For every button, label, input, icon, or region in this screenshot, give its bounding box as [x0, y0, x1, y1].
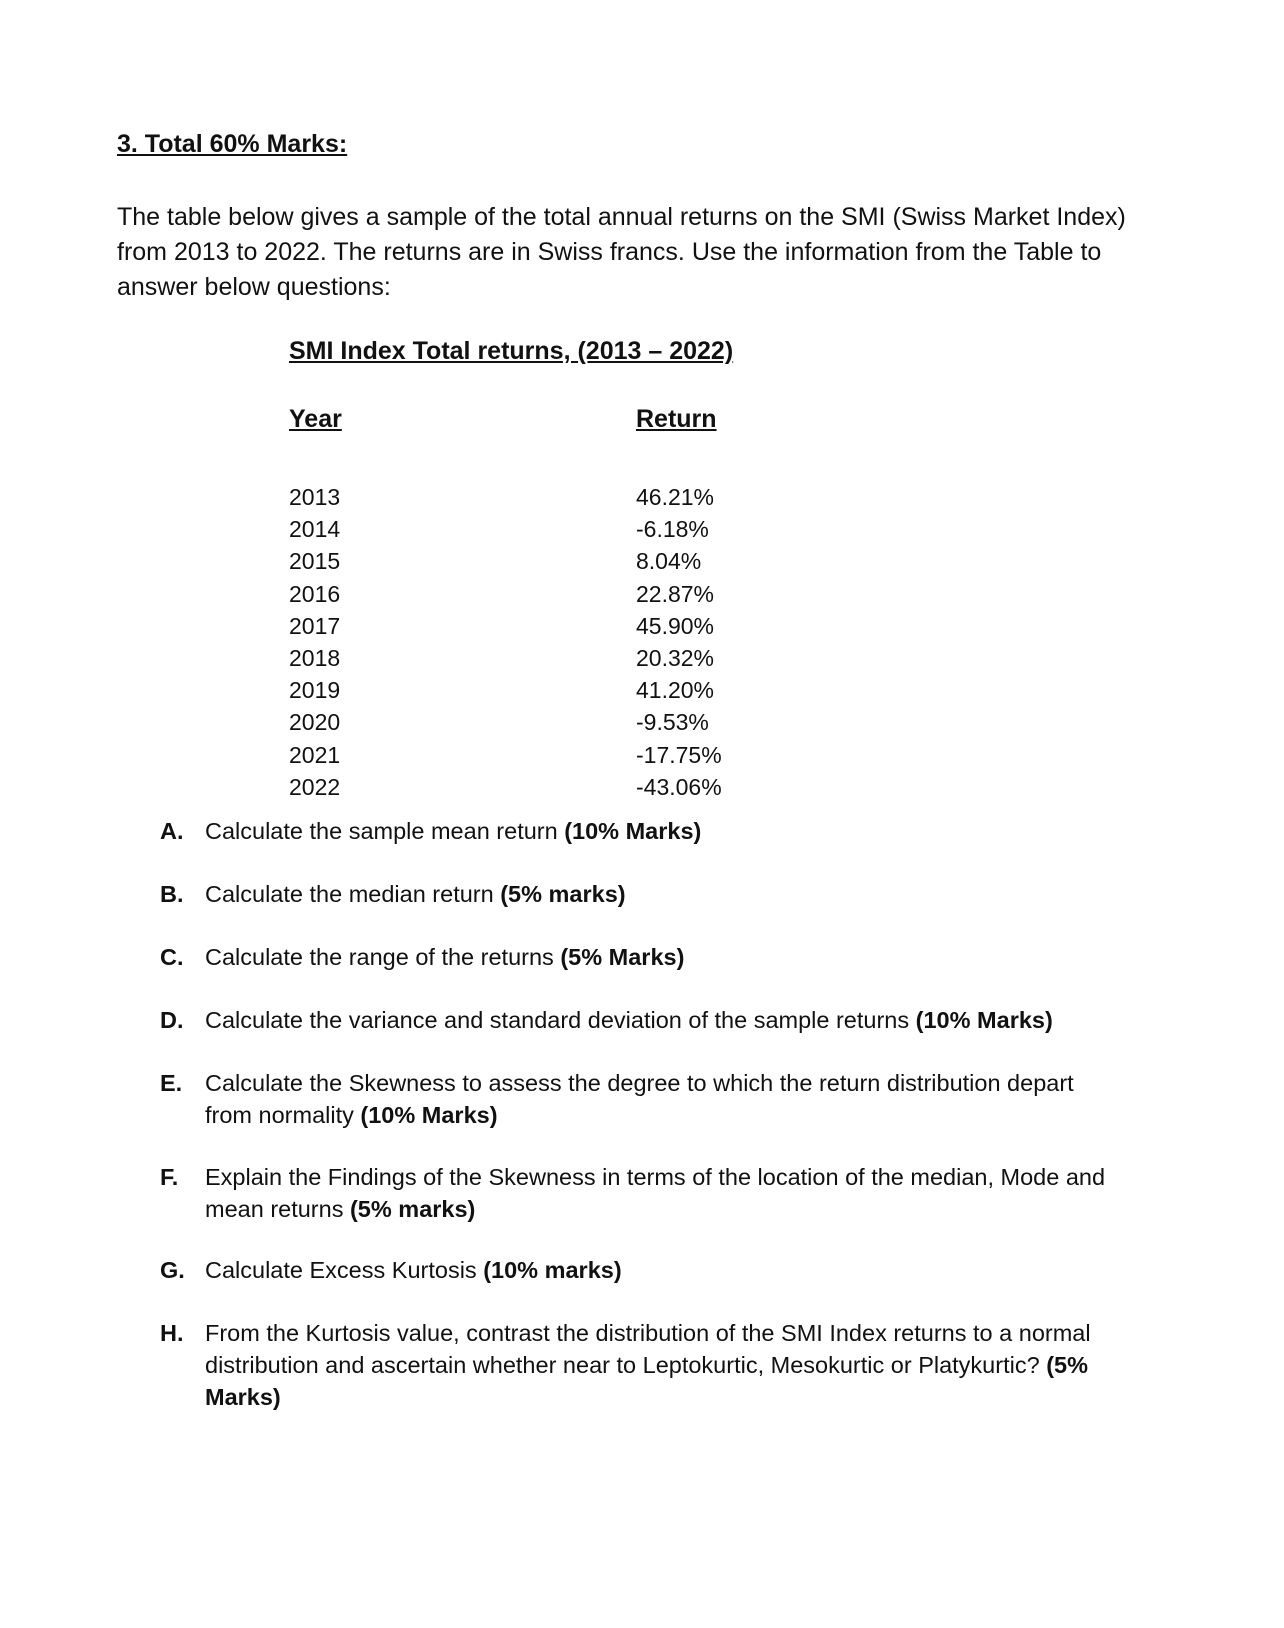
column-header-return: Return [636, 405, 717, 433]
question-item-d [160, 1004, 1120, 1036]
year-cell: 2019 [289, 677, 341, 704]
question-item-b [160, 878, 1120, 910]
table-row [289, 709, 809, 741]
question-letter: A. [160, 818, 184, 844]
question-letter: G. [160, 1257, 185, 1283]
question-item-e [160, 1067, 1120, 1131]
return-cell: 22.87% [636, 580, 715, 607]
return-cell: 8.04% [636, 548, 702, 575]
question-letter: B. [160, 881, 184, 907]
question-marks: (10% marks) [483, 1257, 622, 1283]
return-cell: 45.90% [636, 612, 715, 639]
question-letter: E. [160, 1070, 183, 1096]
return-cell: -9.53% [636, 709, 709, 736]
question-text: Calculate the sample mean return [205, 818, 565, 844]
question-marks: (10% Marks) [564, 818, 702, 844]
question-text: Explain the Findings of the Skewness in terms of the location of the median, Mode and mean returns [205, 1164, 1106, 1222]
question-text: Calculate the Skewness to assess the degree to which the return distribution depart from normality [205, 1070, 1074, 1128]
return-cell: 41.20% [636, 677, 715, 704]
question-text: From the Kurtosis value, contrast the distribution of the SMI Index returns to a normal distribution and ascertain whether near to Leptokurtic, Mesokurtic or Platykurtic? [205, 1320, 1091, 1378]
question-item-c [160, 941, 1120, 973]
question-item-f [160, 1161, 1120, 1225]
return-cell: -6.18% [636, 516, 709, 543]
question-text: Calculate the range of the returns [205, 944, 561, 970]
return-cell: -43.06% [636, 773, 722, 800]
question-letter: H. [160, 1320, 184, 1346]
table-title: SMI Index Total returns, (2013 – 2022) [289, 337, 734, 365]
question-item-a [160, 815, 1120, 847]
question-letter: D. [160, 1007, 184, 1033]
question-item-h [160, 1317, 1120, 1413]
question-letter: C. [160, 944, 184, 970]
return-cell: 20.32% [636, 644, 715, 671]
section-heading: 3. Total 60% Marks: [117, 130, 348, 158]
year-cell: 2020 [289, 709, 341, 736]
question-marks: (5% marks) [349, 1196, 476, 1222]
table-row [289, 613, 809, 645]
table-row [289, 742, 809, 774]
year-cell: 2016 [289, 580, 341, 607]
table-row [289, 645, 809, 677]
table-row [289, 581, 809, 613]
question-letter: F. [160, 1164, 179, 1190]
year-cell: 2017 [289, 612, 341, 639]
question-text: Calculate the median return [205, 881, 501, 907]
question-marks: (5% marks) [500, 881, 626, 907]
question-marks: (10% Marks) [915, 1007, 1053, 1033]
year-cell: 2015 [289, 548, 341, 575]
question-item-g [160, 1254, 1120, 1286]
return-cell: -17.75% [636, 741, 722, 768]
year-cell: 2021 [289, 741, 341, 768]
question-marks: (10% Marks) [360, 1102, 498, 1128]
year-cell: 2018 [289, 644, 341, 671]
intro-paragraph: The table below gives a sample of the total annual returns on the SMI (Swiss Market Index) from 2013 to 2022. The returns are in Swiss francs. Use the information from the Table to answer below questions: [117, 203, 1126, 301]
column-header-year: Year [289, 405, 342, 433]
question-marks: (5% Marks) [560, 944, 685, 970]
return-cell: 46.21% [636, 484, 715, 510]
table-row [289, 516, 809, 548]
question-marks: (5% Marks) [205, 1352, 1088, 1410]
year-cell: 2022 [289, 773, 341, 800]
returns-table-body [289, 484, 809, 806]
year-cell: 2013 [289, 484, 341, 510]
table-row [289, 548, 809, 580]
question-text: Calculate Excess Kurtosis [205, 1257, 484, 1283]
question-text: Calculate the variance and standard deviation of the sample returns [205, 1007, 916, 1033]
year-cell: 2014 [289, 516, 341, 543]
table-row [289, 484, 809, 516]
table-row [289, 677, 809, 709]
table-row [289, 774, 809, 806]
